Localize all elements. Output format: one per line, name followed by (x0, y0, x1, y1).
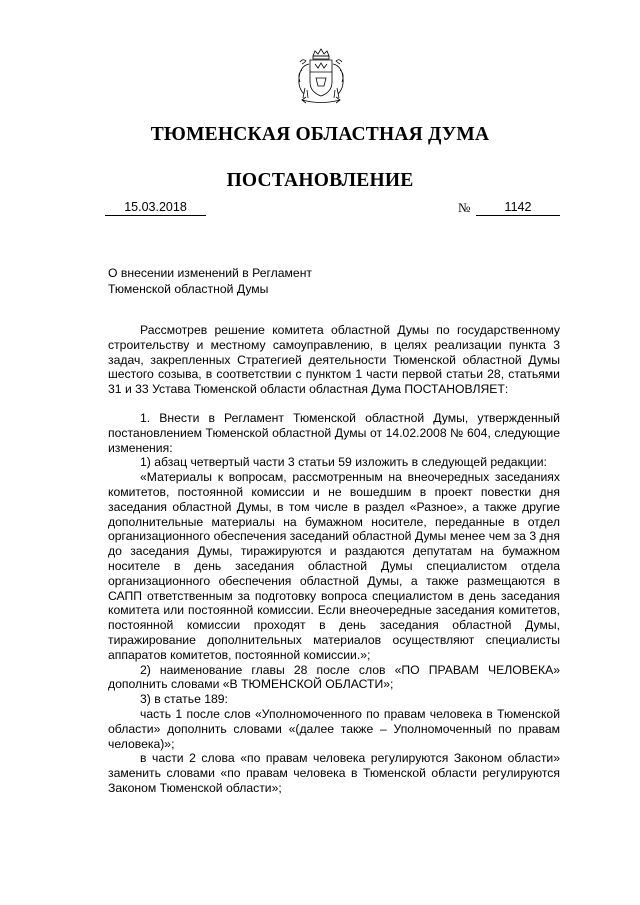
subject-line: О внесении изменений в Регламент (108, 266, 313, 280)
document-type: ПОСТАНОВЛЕНИЕ (226, 170, 414, 191)
item-1-paragraph: 1. Внести в Регламент Тюменской областной Думы, утвержденный постановлением Тюменской областной Думы от 14.02.2008 № 604, следующие изменения: (108, 410, 560, 455)
subitem-2-paragraph: 2) наименование главы 28 после слов «ПО ПРАВАМ ЧЕЛОВЕКА» дополнить словами «В ТЮМЕНСКОЙ ОБЛАСТИ»; (108, 662, 560, 692)
subitem-3-paragraph: 3) в статье 189: (140, 692, 228, 707)
coat-of-arms-icon (294, 48, 348, 106)
quoted-text-paragraph: «Материалы к вопросам, рассмотренным на внеочередных заседаниях комитетов, постоянной комиссии и не вошедшим в проект повестки дня заседания областной Думы, в том числе в раздел «Разное», а также другие дополнительные материалы на бумажном носителе, переданные в отдел организационного обеспечения заседаний областной Думы менее чем за 3 дня до заседания Думы, тиражируются и раздаются депутатам на бумажном носителе в день заседания областной Думы специалистом отдела организационного обеспечения областной Думы, а также размещаются в САПП ответственным за подготовку вопроса специалистом в день заседания комитета или постоянной комиссии. Если внеочередные заседания комитетов, постоянной комиссии проходят в день заседания областной Думы, тиражирование дополнительных материалов осуществляют специалисты аппаратов комитетов, постоянной комиссии.»; (108, 470, 560, 662)
subitem-1-paragraph: 1) абзац четвертый части 3 статьи 59 изложить в следующей редакции: (140, 455, 547, 470)
subitem-3b-paragraph: в части 2 слова «по правам человека регулируются Законом области» заменить словами «по правам человека в Тюменской области регулируются Законом Тюменской области»; (108, 751, 560, 795)
subject-line: Тюменской областной Думы (108, 282, 269, 296)
document-date: 15.03.2018 (105, 200, 206, 216)
subitem-3a-paragraph: часть 1 после слов «Уполномоченного по правам человека в Тюменской области» дополнить словами «(далее также – Уполномоченный по правам человека)»; (108, 706, 560, 751)
preamble-paragraph: Рассмотрев решение комитета областной Думы по государственному строительству и местному самоуправлению, в целях реализации пункта 3 задач, закрепленных Стратегией деятельности Тюменской областной Думы шестого созыва, в соответствии с пунктом 1 части первой статьи 28, статьями 31 и 33 Устава Тюменской области областная Дума ПОСТАНОВЛЯЕТ: (108, 323, 560, 397)
document-subject (108, 265, 312, 297)
document-number: 1142 (476, 200, 560, 216)
document-body (108, 323, 560, 796)
organization-name: ТЮМЕНСКАЯ ОБЛАСТНАЯ ДУМА (150, 124, 490, 145)
number-sign: № (458, 200, 471, 215)
